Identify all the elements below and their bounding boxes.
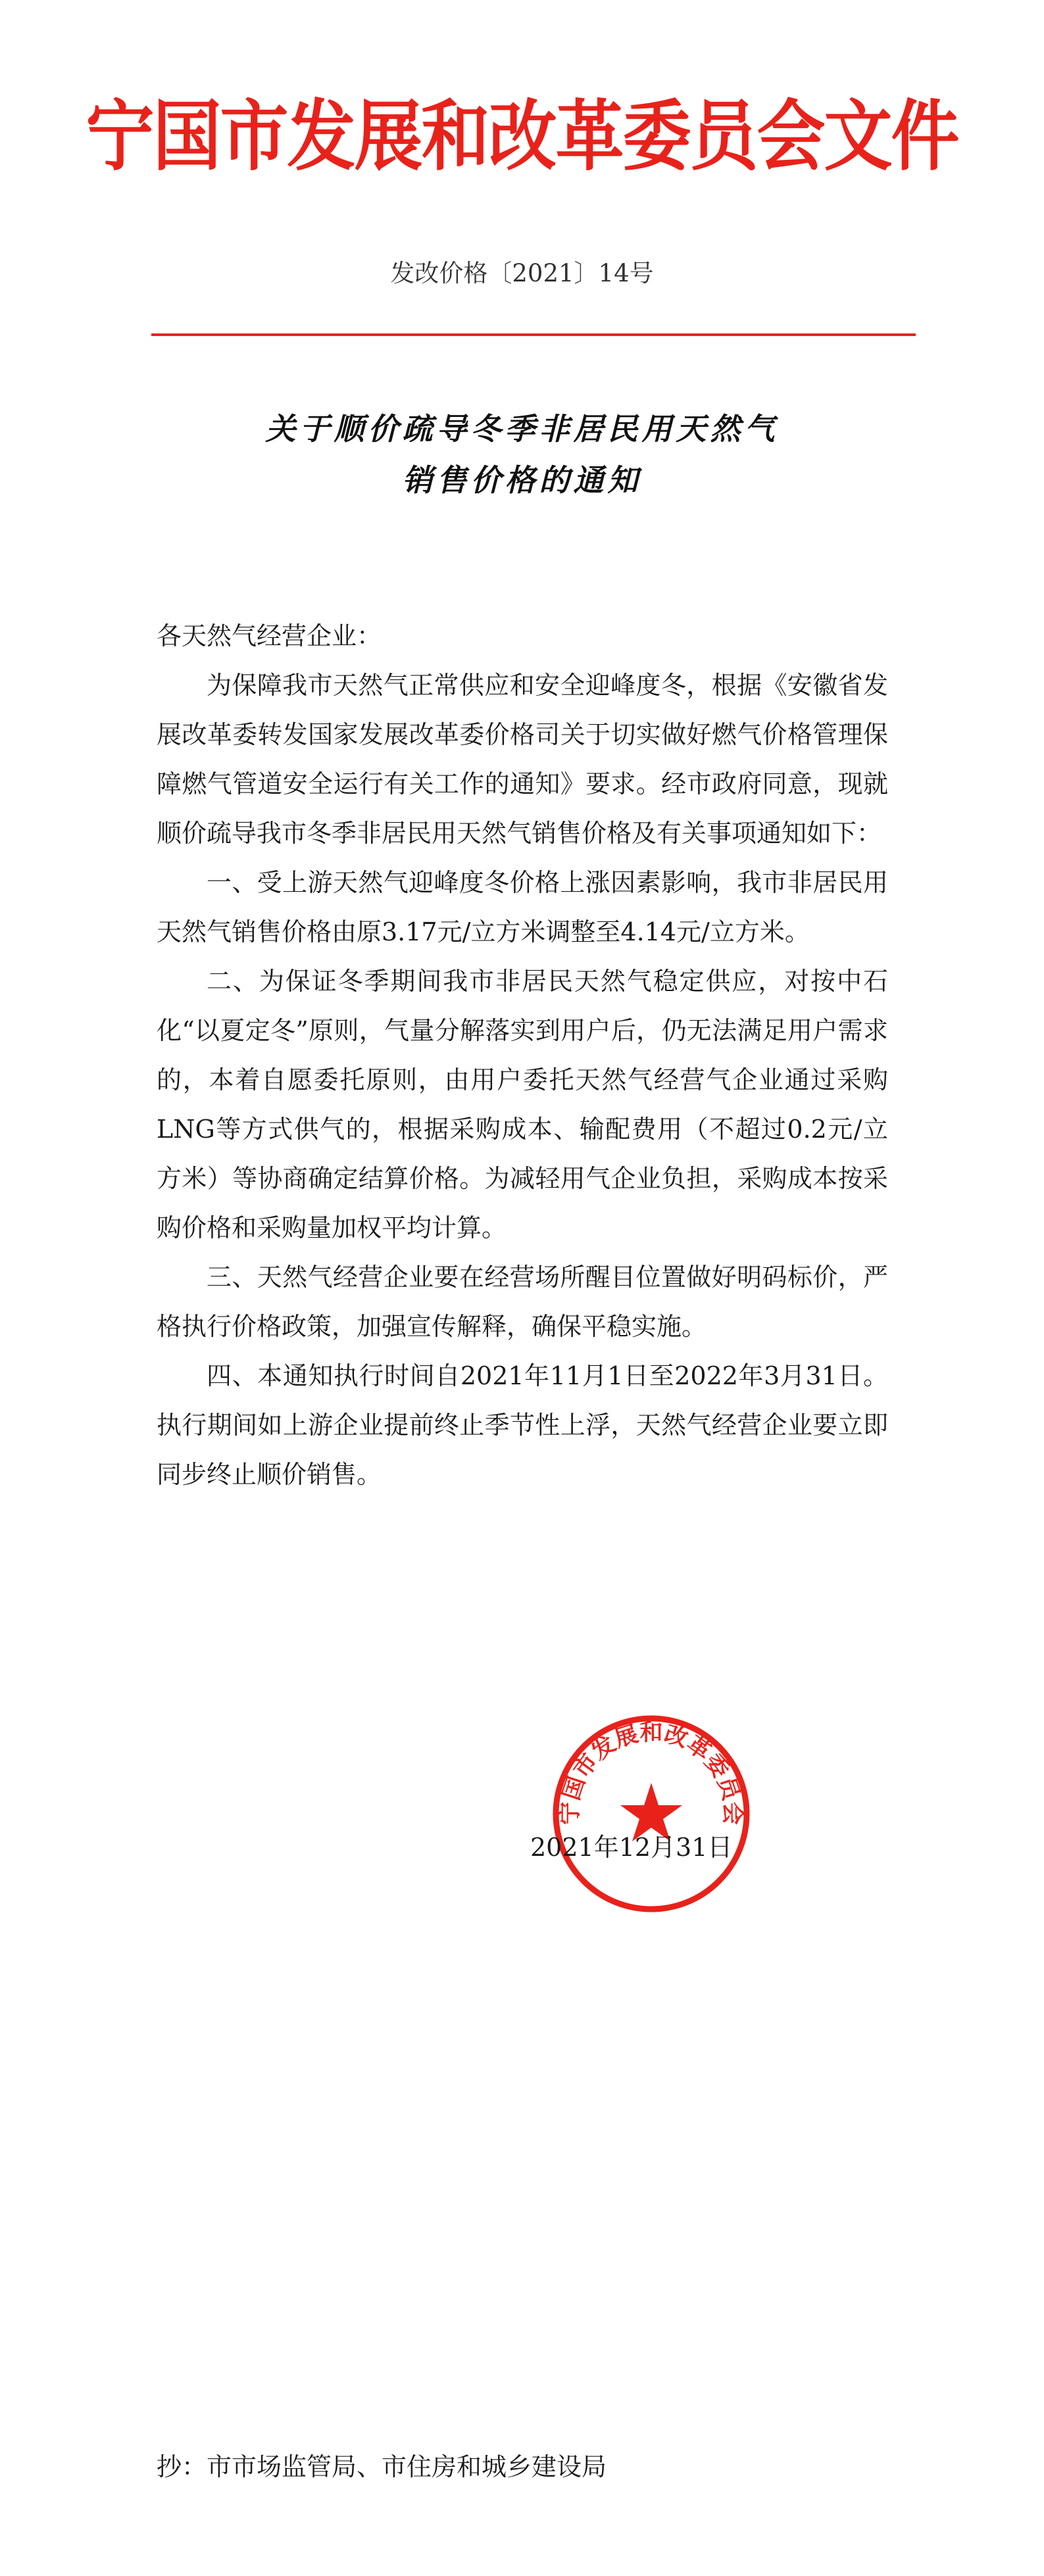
seal-graphic [549, 1712, 753, 1916]
document-number: 发改价格〔2021〕14号 [390, 259, 654, 287]
carbon-copy-line: 抄：市市场监管局、市住房和城乡建设局 [157, 2452, 607, 2481]
signature-date: 2021年12月31日 [530, 1833, 733, 1862]
official-seal [549, 1712, 753, 1916]
salutation: 各天然气经营企业： [157, 621, 382, 650]
masthead-title: 宁国市发展和改革委员会文件 [86, 90, 958, 182]
notice-title [0, 403, 1044, 506]
paragraph-item-4: 四、本通知执行时间自2021年11月1日至2022年3月31日。执行期间如上游企业提前终止季节性上浮，天然气经营企业要立即同步终止顺价销售。 [157, 1361, 888, 1489]
seal-text: 宁国市发展和改革委员会 [556, 1719, 747, 1825]
notice-title-line-1: 关于顺价疏导冬季非居民用天然气 [265, 411, 779, 447]
paragraph-item-1: 一、受上游天然气迎峰度冬价格上涨因素影响，我市非居民用天然气销售价格由原3.17元/立方米调整至4.14元/立方米。 [157, 868, 888, 946]
red-divider [151, 333, 916, 336]
paragraph-item-2: 二、为保证冬季期间我市非居民天然气稳定供应，对按中石化“以夏定冬”原则，气量分解落实到用户后，仍无法满足用户需求的，本着自愿委托原则，由用户委托天然气经营气企业通过采购LNG等方式供气的，根据采购成本、输配费用（不超过0.2元/立方米）等协商确定结算价格。为减轻用气企业负担，采购成本按采购价格和采购量加权平均计算。 [157, 967, 888, 1242]
paragraph-intro: 为保障我市天然气正常供应和安全迎峰度冬，根据《安徽省发展改革委转发国家发展改革委价格司关于切实做好燃气价格管理保障燃气管道安全运行有关工作的通知》要求。经市政府同意，现就顺价疏导我市冬季非居民用天然气销售价格及有关事项通知如下： [157, 671, 888, 848]
notice-body [157, 612, 888, 1499]
paragraph-item-3: 三、天然气经营企业要在经营场所醒目位置做好明码标价，严格执行价格政策，加强宣传解释，确保平稳实施。 [157, 1263, 888, 1341]
notice-title-line-2: 销售价格的通知 [402, 462, 642, 498]
